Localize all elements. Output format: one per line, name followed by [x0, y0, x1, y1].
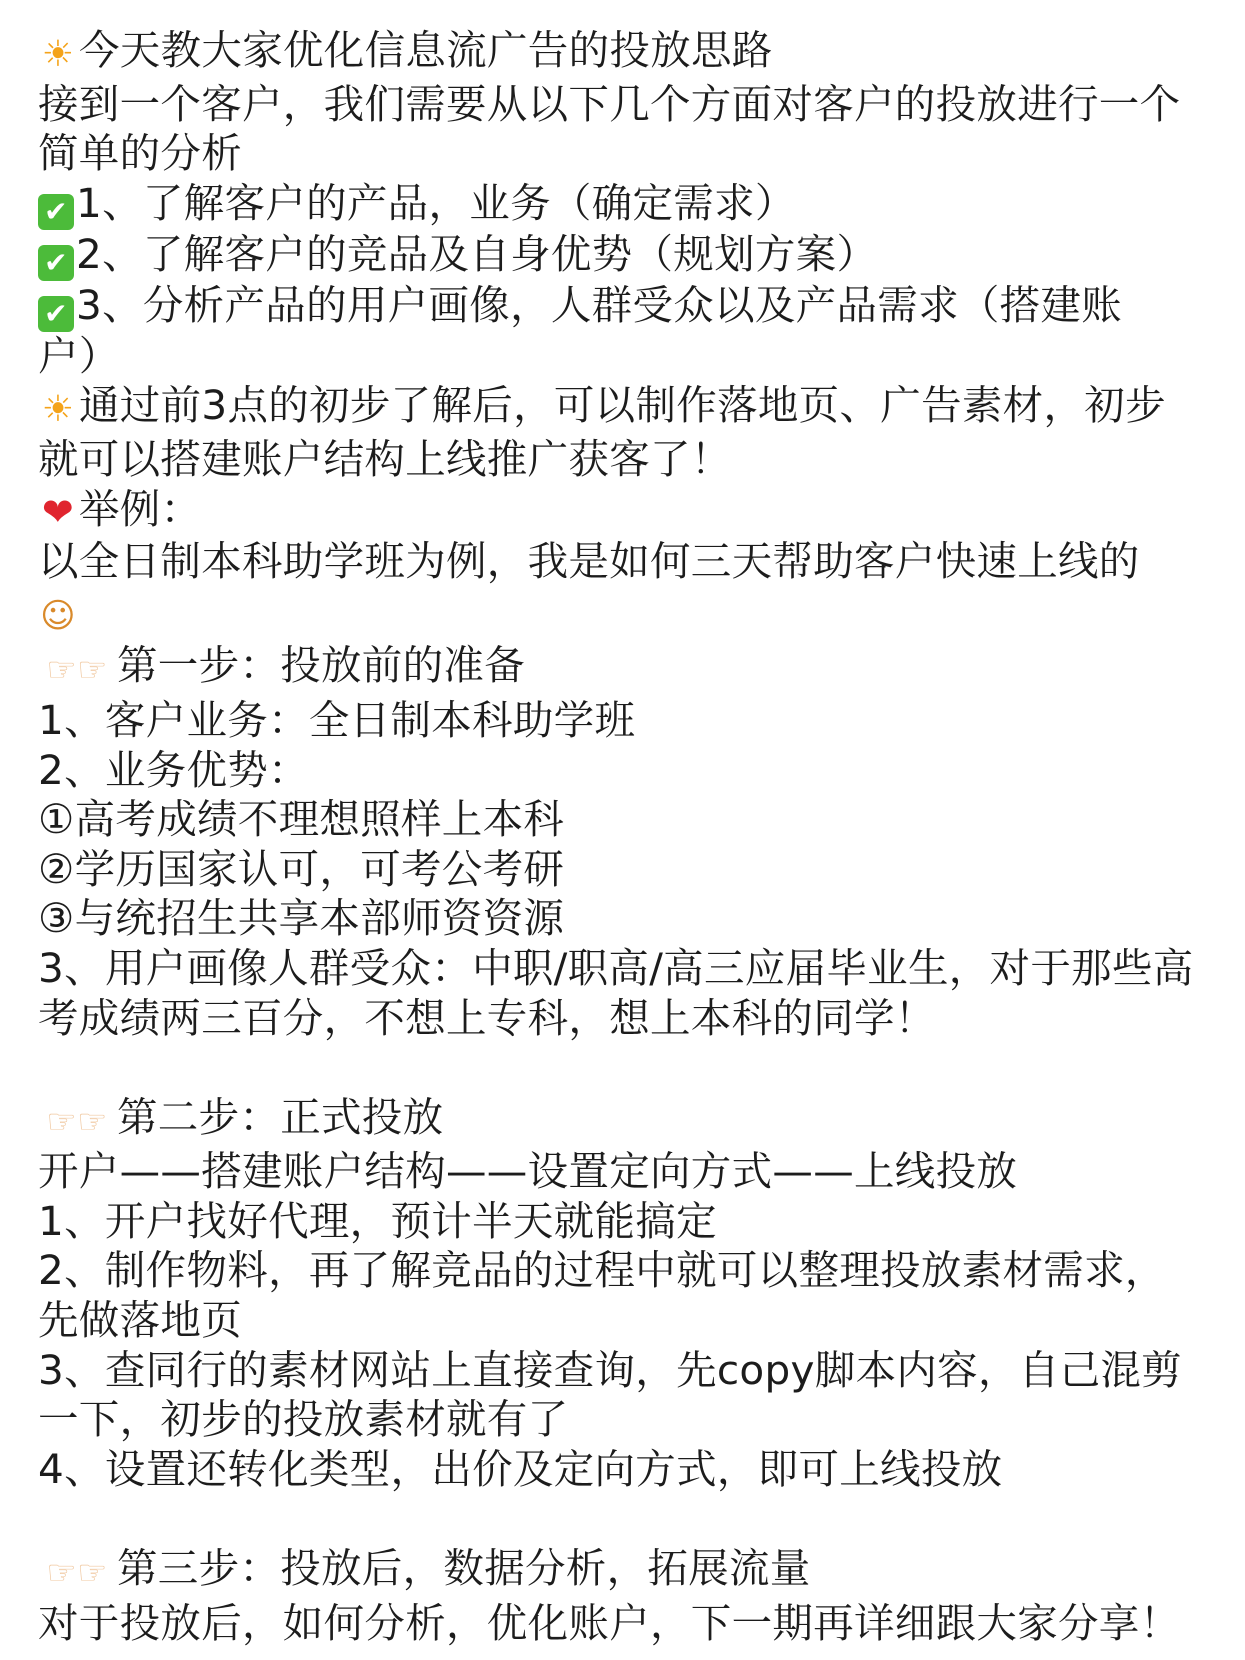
blank-line: [38, 1043, 1218, 1093]
text-line: [38, 1445, 1218, 1495]
pointing-hands-icon: ☞☞: [46, 650, 108, 691]
line-text: 1、了解客户的产品，业务（确定需求）: [76, 178, 796, 227]
line-text: 先做落地页: [38, 1296, 242, 1345]
text-line: [38, 696, 1218, 746]
line-text: 就可以搭建账户结构上线推广获客了！: [38, 434, 732, 483]
line-text: 简单的分析: [38, 129, 242, 178]
line-text: 4、设置还转化类型，出价及定向方式，即可上线投放: [38, 1444, 1003, 1493]
text-line: [38, 1147, 1218, 1197]
text-line: [38, 1346, 1218, 1396]
text-line: [38, 1246, 1218, 1296]
text-line: [38, 1599, 1218, 1649]
line-text: 第二步：正式投放: [117, 1092, 444, 1141]
text-line: [38, 746, 1218, 796]
text-line: [38, 26, 1218, 80]
text-line: [38, 845, 1218, 895]
line-text: 户）: [38, 331, 120, 380]
line-text: 2、制作物料，再了解竞品的过程中就可以整理投放素材需求，: [38, 1246, 1166, 1295]
text-line: [38, 230, 1218, 281]
text-line: [38, 537, 1218, 587]
text-line: [38, 641, 1218, 696]
line-text: 2、了解客户的竞品及自身优势（规划方案）: [76, 229, 878, 278]
line-text: 1、开户找好代理，预计半天就能搞定: [38, 1196, 717, 1245]
text-line: [38, 1197, 1218, 1247]
text-line: [38, 795, 1218, 845]
line-text: 第一步：投放前的准备: [117, 641, 525, 690]
line-text: 3、用户画像人群受众：中职/职高/高三应届毕业生，对于那些高: [38, 943, 1194, 992]
check-icon: ✔: [38, 296, 74, 332]
line-text: 考成绩两三百分，不想上专科，想上本科的同学！: [38, 993, 936, 1042]
text-line: [38, 944, 1218, 994]
text-line: [38, 129, 1218, 179]
text-line: [38, 381, 1218, 435]
line-text: 对于投放后，如何分析，优化账户，下一期再详细跟大家分享！: [38, 1598, 1181, 1647]
line-text: 以全日制本科助学班为例，我是如何三天帮助客户快速上线的: [38, 537, 1140, 586]
line-text: 第三步：投放后，数据分析，拓展流量: [117, 1544, 811, 1593]
line-text: 2、业务优势：: [38, 745, 309, 794]
line-text: 举例：: [79, 484, 202, 533]
line-text: 3、分析产品的用户画像，人群受众以及产品需求（搭建账: [76, 280, 1123, 329]
text-line: [38, 435, 1218, 485]
text-line: [38, 485, 1218, 538]
text-line: [38, 281, 1218, 332]
line-text: 一下，初步的投放素材就有了: [38, 1395, 569, 1444]
sun-icon: ☀: [41, 389, 75, 431]
text-line: [38, 80, 1218, 130]
line-text: 开户——搭建账户结构——设置定向方式——上线投放: [38, 1147, 1018, 1196]
text-line: [38, 179, 1218, 230]
check-icon: ✔: [38, 245, 74, 281]
pointing-hands-icon: ☞☞: [46, 1553, 108, 1594]
line-text: 通过前3点的初步了解后，可以制作落地页、广告素材，初步: [79, 381, 1166, 430]
blank-line: [38, 1494, 1218, 1544]
line-text: 今天教大家优化信息流广告的投放思路: [79, 26, 773, 74]
check-icon: ✔: [38, 194, 74, 230]
text-line: [38, 587, 1218, 642]
text-line: [38, 332, 1218, 382]
text-line: [38, 1395, 1218, 1445]
line-text: 1、客户业务：全日制本科助学班: [38, 695, 636, 744]
line-text: ③与统招生共享本部师资资源: [38, 894, 565, 943]
article-body: [38, 26, 1218, 1648]
line-text: ①高考成绩不理想照样上本科: [38, 795, 565, 844]
text-line: [38, 894, 1218, 944]
heart-icon: ❤: [41, 489, 75, 534]
text-line: [38, 1544, 1218, 1599]
text-line: [38, 1093, 1218, 1148]
text-line: [38, 994, 1218, 1044]
person-laptop-icon: ☺: [40, 595, 76, 636]
line-text: 3、查同行的素材网站上直接查询，先copy脚本内容，自己混剪: [38, 1345, 1182, 1394]
text-line: [38, 1296, 1218, 1346]
line-text: 接到一个客户，我们需要从以下几个方面对客户的投放进行一个: [38, 79, 1181, 128]
pointing-hands-icon: ☞☞: [46, 1101, 108, 1142]
line-text: ②学历国家认可，可考公考研: [38, 844, 565, 893]
sun-icon: ☀: [41, 34, 75, 75]
